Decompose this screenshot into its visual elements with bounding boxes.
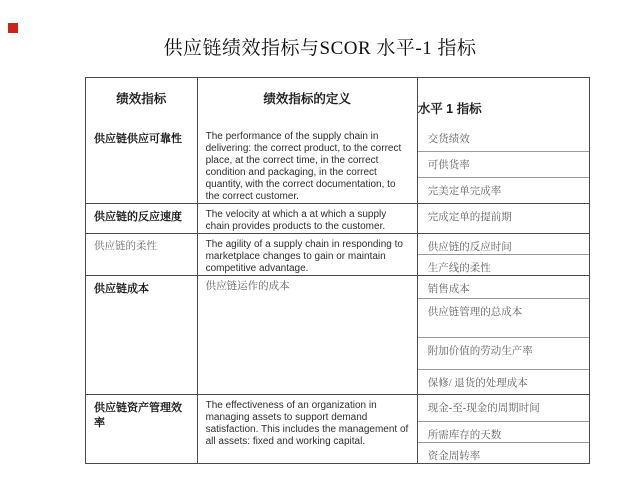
indicator-cell: 供应链管理的总成本 <box>418 298 589 337</box>
indicator-cell: 供应链的反应时间 <box>427 242 512 253</box>
indicator-cell: 所需库存的天数 <box>418 421 589 442</box>
metric-name-cell: 供应链资产管理效率 <box>94 402 182 429</box>
metric-name-cell: 供应链的反应速度 <box>94 211 182 223</box>
indicator-cell: 交货绩效 <box>427 134 470 145</box>
metric-name-cell: 供应链成本 <box>94 283 149 295</box>
indicator-cell: 附加价值的劳动生产率 <box>418 337 589 369</box>
metric-group-row <box>86 275 589 394</box>
header-cell-metric: 绩效指标 <box>116 92 167 106</box>
indicator-list <box>418 234 589 275</box>
indicator-cell: 生产线的柔性 <box>418 254 589 275</box>
metric-name-cell: 供应链供应可靠性 <box>94 133 182 145</box>
header-cell-level1: 水平 1 指标 <box>417 101 482 116</box>
metric-definition-cell: The velocity at which a at which a supply chain provides products to the customer. <box>197 204 418 233</box>
page-title: 供应链绩效指标与SCOR 水平-1 指标 <box>163 38 477 59</box>
indicator-list <box>418 276 589 394</box>
metric-definition-cell: The effectiveness of an organization in managing assets to support demand satisfaction. This includes the management of all assets: fixed and working capital. <box>197 395 418 463</box>
table-header-row <box>86 78 589 126</box>
header-cell-definition: 绩效指标的定义 <box>197 78 418 126</box>
indicator-cell: 资金周转率 <box>418 442 589 463</box>
scor-metrics-table <box>85 77 590 464</box>
table-body <box>86 126 589 463</box>
metric-definition-cell: The performance of the supply chain in delivering: the correct product, to the correct place, at the correct time, in the correct condition and packaging, in the correct quantity, with the correct documentation, to the correct customer. <box>197 126 418 203</box>
metric-definition-cell: 供应链运作的成本 <box>197 276 418 394</box>
indicator-list <box>418 204 589 233</box>
metric-definition-cell: The agility of a supply chain in responding to marketplace changes to gain or maintain competitive advantage. <box>197 234 418 275</box>
indicator-cell: 现金-至-现金的周期时间 <box>427 403 540 414</box>
metric-group-row <box>86 126 589 203</box>
indicator-cell: 保修/ 退货的处理成本 <box>418 369 589 394</box>
metric-group-row <box>86 394 589 463</box>
metric-group-row <box>86 233 589 275</box>
indicator-list <box>418 395 589 463</box>
indicator-cell: 完成定单的提前期 <box>427 212 512 223</box>
indicator-cell: 可供货率 <box>418 151 589 177</box>
indicator-cell: 完美定单完成率 <box>418 177 589 203</box>
indicator-list <box>418 126 589 203</box>
metric-group-row <box>86 203 589 233</box>
metric-name-cell: 供应链的柔性 <box>94 241 157 252</box>
red-square-icon <box>8 23 18 33</box>
indicator-cell: 销售成本 <box>427 284 470 295</box>
